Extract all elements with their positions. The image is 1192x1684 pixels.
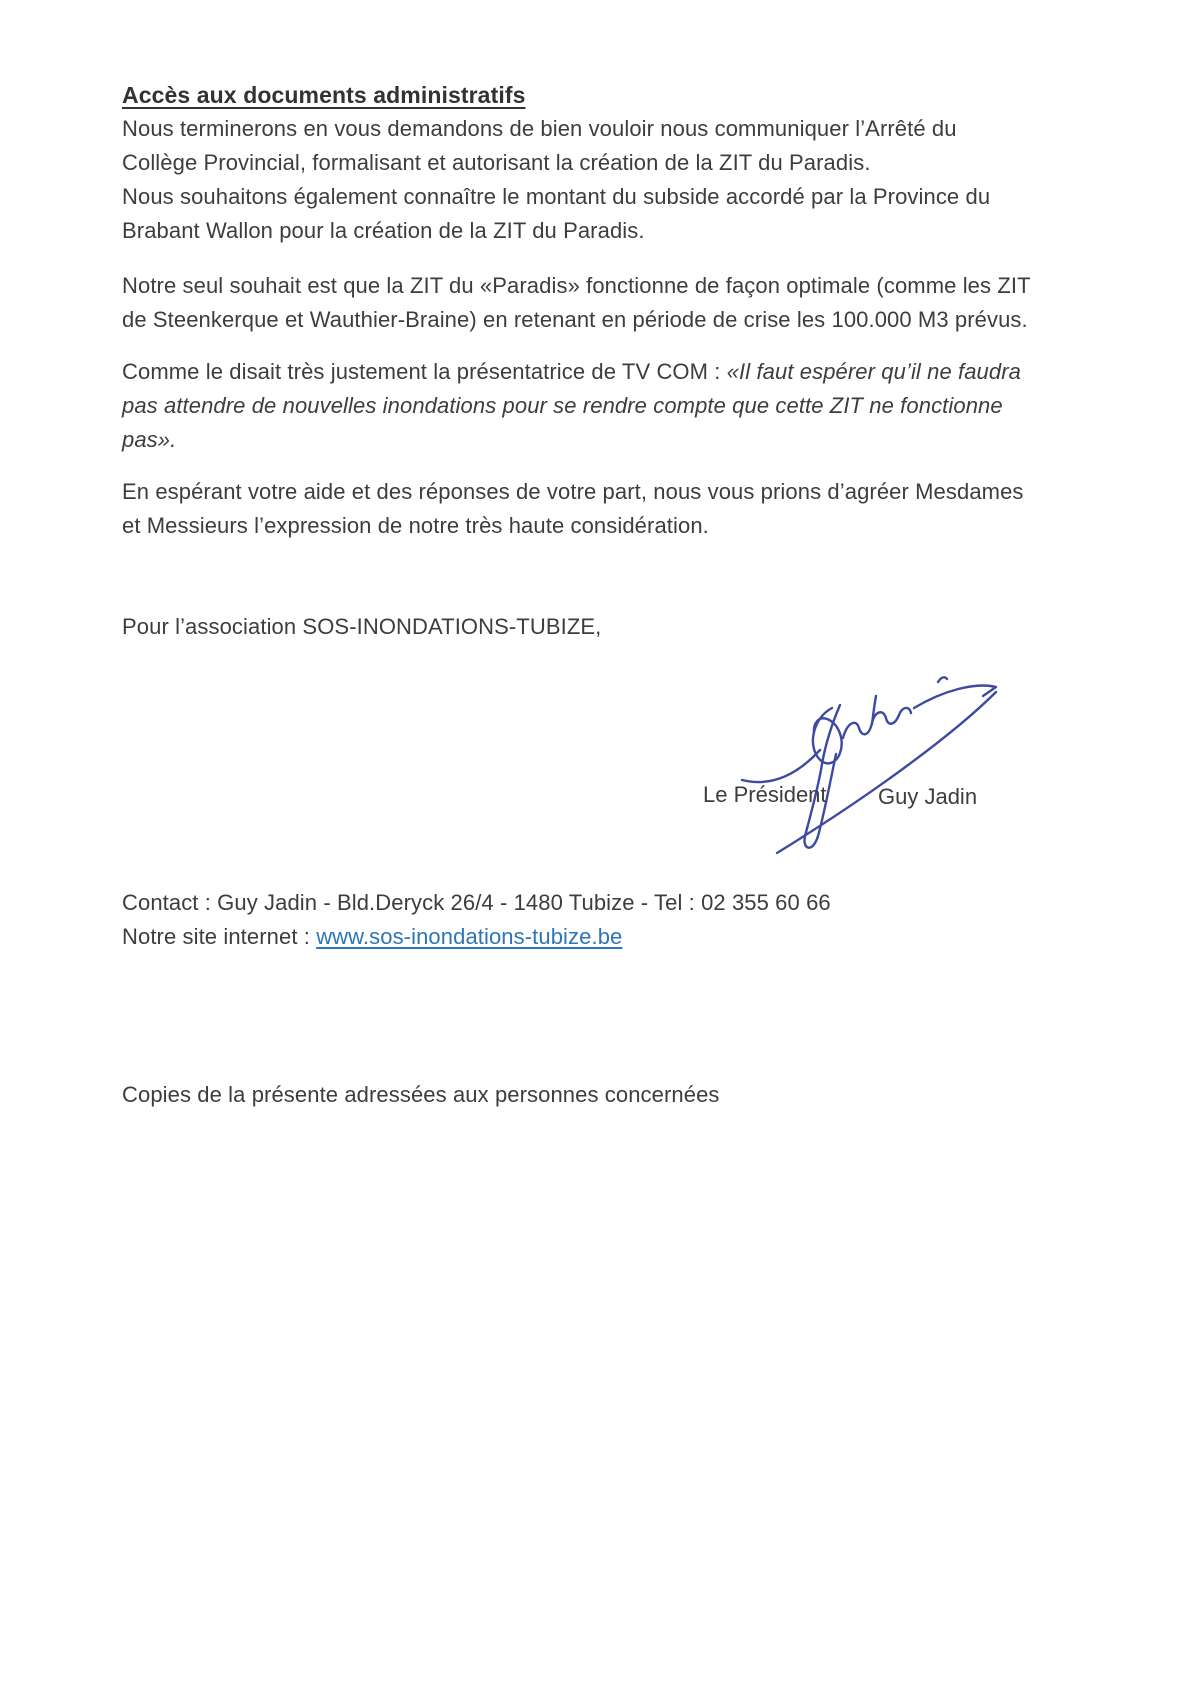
handwritten-signature xyxy=(680,620,1000,870)
website-label: Notre site internet : xyxy=(122,924,317,949)
paragraph-request-line: Nous terminerons en vous demandons de bien vouloir nous communiquer l’Arrêté du xyxy=(122,116,957,141)
paragraph-quote-line xyxy=(122,355,1021,389)
paragraph-quote xyxy=(122,355,1021,457)
paragraph-request xyxy=(122,112,991,248)
section-heading: Accès aux documents administratifs xyxy=(122,82,526,108)
contact-line: Contact : Guy Jadin - Bld.Deryck 26/4 - 1480 Tubize - Tel : 02 355 60 66 xyxy=(122,890,831,915)
paragraph-closing-line: En espérant votre aide et des réponses de votre part, nous vous prions d’agréer Mesdames xyxy=(122,479,1024,504)
paragraph-closing-line: et Messieurs l’expression de notre très haute considération. xyxy=(122,513,709,538)
paragraph-wish-line: de Steenkerque et Wauthier-Braine) en retenant en période de crise les 100.000 M3 prévus. xyxy=(122,307,1028,332)
copies-note: Copies de la présente adressées aux personnes concernées xyxy=(122,1082,720,1107)
paragraph-wish xyxy=(122,269,1031,337)
signatory-name: Guy Jadin xyxy=(878,784,978,809)
paragraph-request-line: Nous souhaitons également connaître le montant du subside accordé par la Province du xyxy=(122,184,991,209)
paragraph-request-line: Brabant Wallon pour la création de la ZIT du Paradis. xyxy=(122,218,645,243)
website-link[interactable]: www.sos-inondations-tubize.be xyxy=(316,924,623,949)
paragraph-quote-line: pas». xyxy=(122,427,177,452)
quote-intro: Comme le disait très justement la présentatrice de TV COM : xyxy=(122,359,727,384)
association-line: Pour l’association SOS-INONDATIONS-TUBIZE, xyxy=(122,614,602,639)
paragraph-wish-line: Notre seul souhait est que la ZIT du «Paradis» fonctionne de façon optimale (comme les ZIT xyxy=(122,273,1031,298)
website-line xyxy=(122,920,982,954)
paragraph-request-line: Collège Provincial, formalisant et autorisant la création de la ZIT du Paradis. xyxy=(122,150,871,175)
paragraph-quote-line: pas attendre de nouvelles inondations pour se rendre compte que cette ZIT ne fonctionne xyxy=(122,393,1003,418)
quote-italic-part: «Il faut espérer qu’il ne faudra xyxy=(726,359,1021,384)
paragraph-closing xyxy=(122,475,1024,543)
signatory-role: Le Président xyxy=(703,782,827,807)
